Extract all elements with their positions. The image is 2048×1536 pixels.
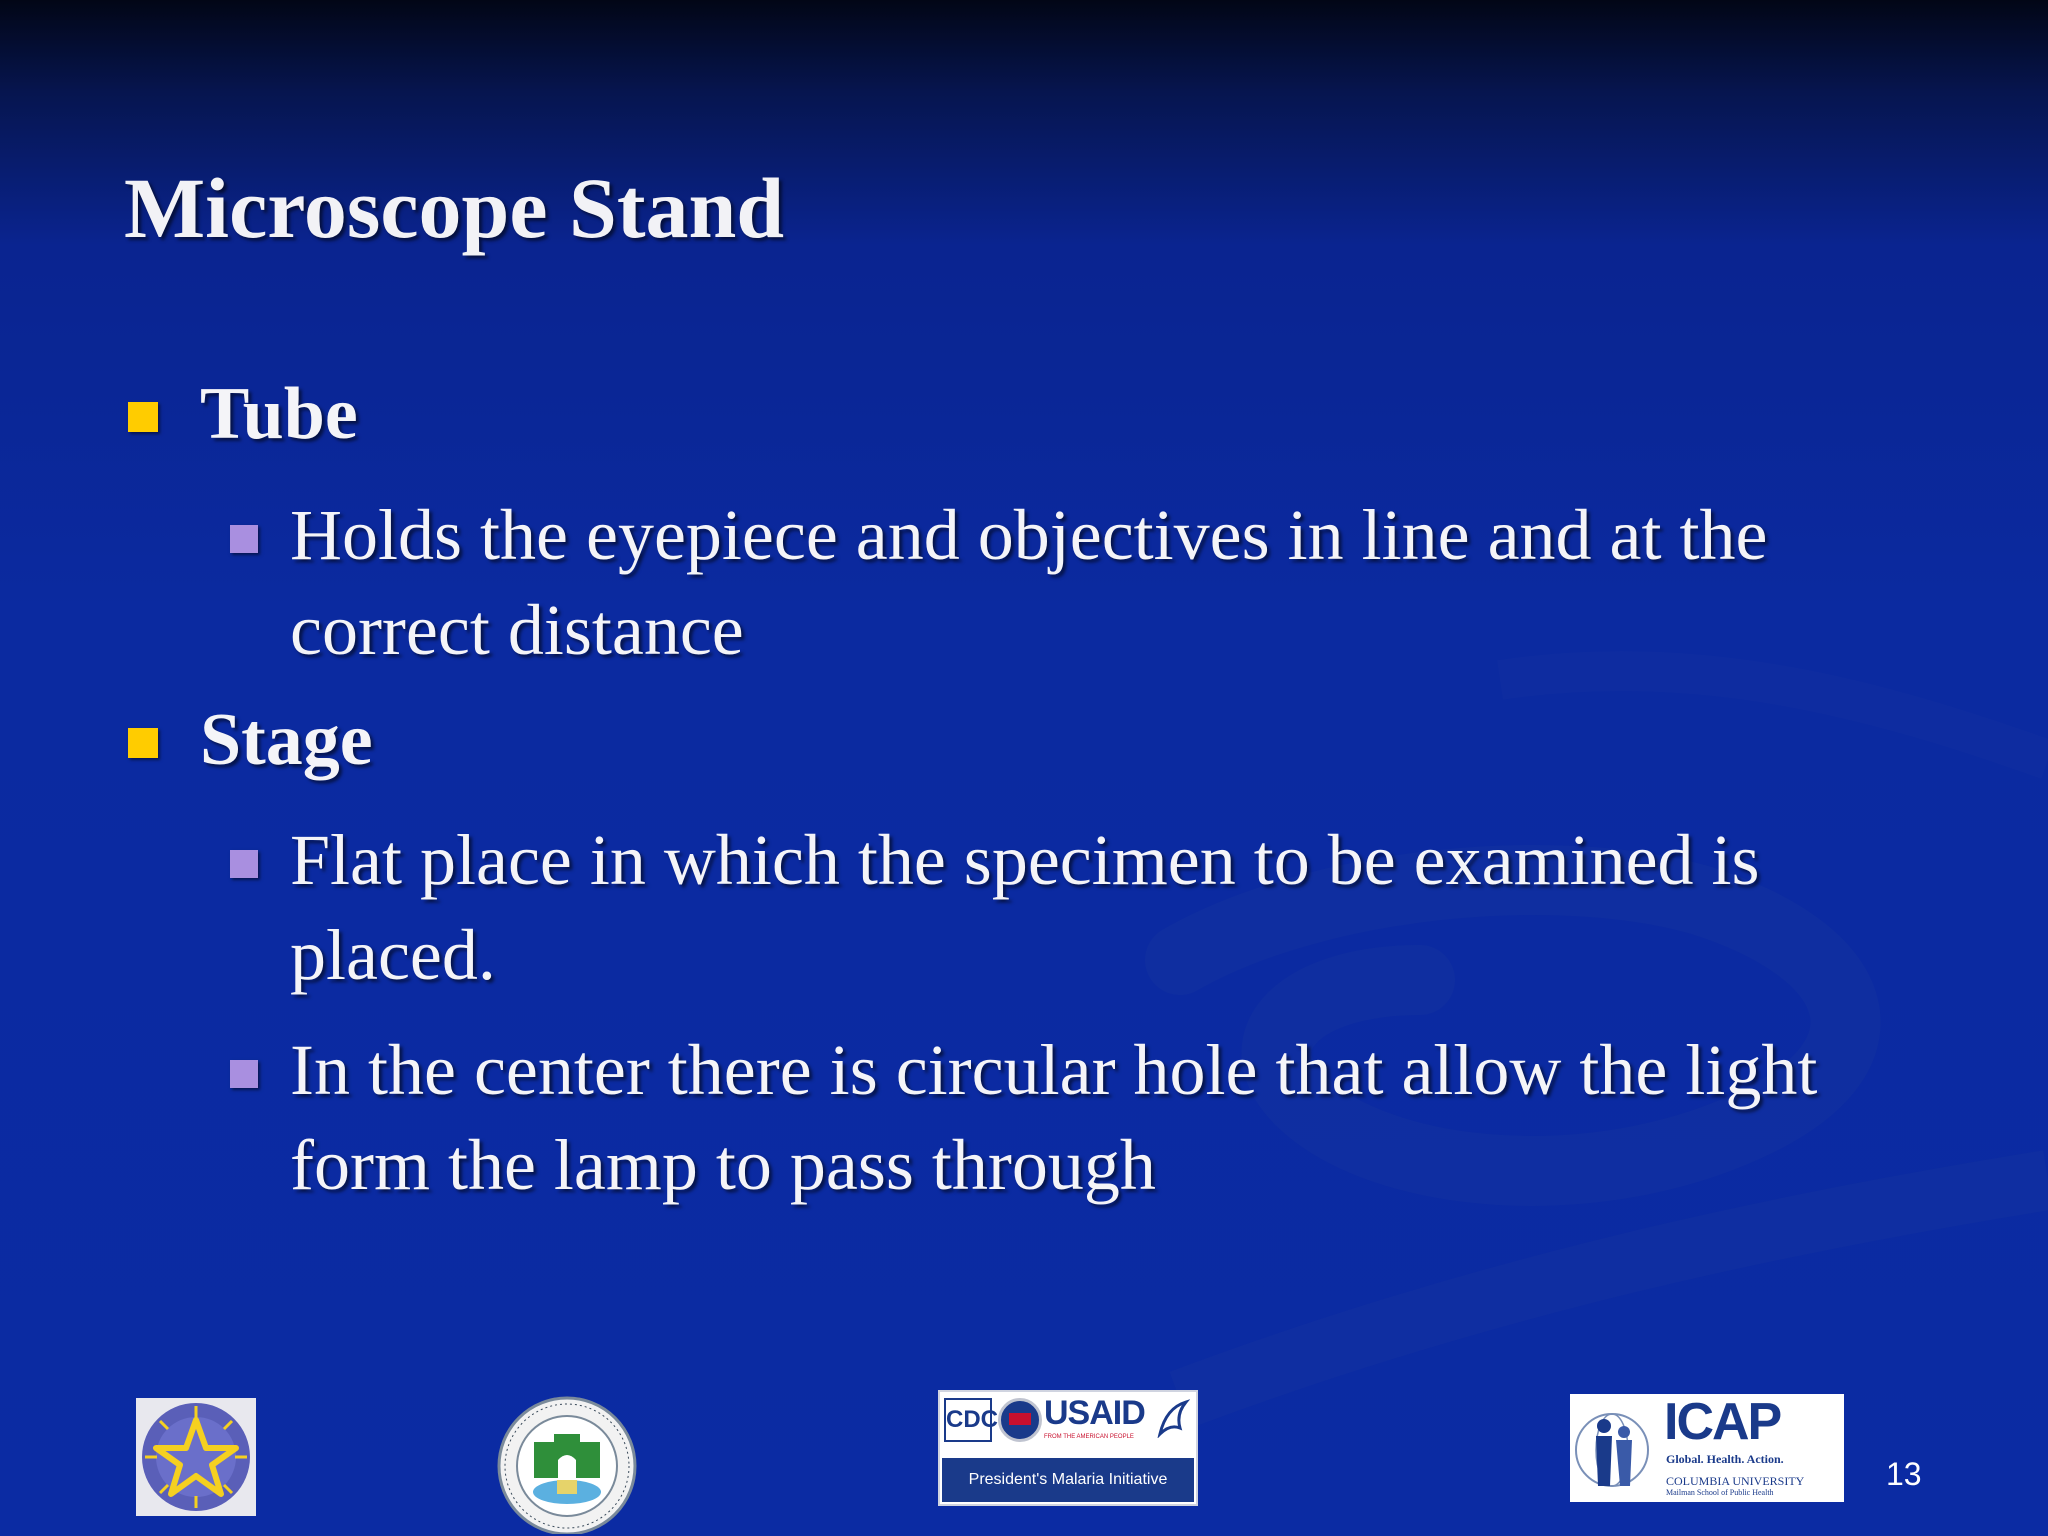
icap-wordmark: ICAP bbox=[1664, 1393, 1781, 1451]
usaid-seal-icon bbox=[998, 1398, 1042, 1442]
square-bullet-icon bbox=[230, 1060, 258, 1088]
sub-bullet bbox=[290, 1023, 1910, 1213]
square-bullet-icon bbox=[230, 525, 258, 553]
sub-bullet-text: Holds the eyepiece and objectives in line and at the correct distance bbox=[290, 495, 1768, 670]
institute-seal-logo bbox=[494, 1394, 640, 1534]
icap-figures-icon bbox=[1574, 1400, 1658, 1498]
cdc-usaid-pmi-logo bbox=[938, 1390, 1198, 1506]
usaid-wordmark bbox=[1044, 1394, 1145, 1433]
icap-school: Mailman School of Public Health bbox=[1666, 1488, 1774, 1497]
icap-university: COLUMBIA UNIVERSITY bbox=[1666, 1474, 1805, 1488]
slide-title: Microscope Stand bbox=[124, 160, 785, 256]
square-bullet-icon bbox=[128, 402, 158, 432]
cdc-mark: CDC bbox=[944, 1398, 992, 1442]
square-bullet-icon bbox=[230, 850, 258, 878]
sub-bullet bbox=[290, 488, 1910, 678]
bullet-stage bbox=[200, 698, 373, 783]
bullet-tube bbox=[200, 372, 358, 457]
sub-bullet-text: Flat place in which the specimen to be examined is placed. bbox=[290, 820, 1760, 995]
pmi-banner: President's Malaria Initiative bbox=[942, 1458, 1194, 1502]
sub-bullet-text: In the center there is circular hole that allow the light form the lamp to pass through bbox=[290, 1030, 1818, 1205]
square-bullet-icon bbox=[128, 728, 158, 758]
usaid-tagline: FROM THE AMERICAN PEOPLE bbox=[1044, 1434, 1134, 1440]
icap-logo bbox=[1570, 1394, 1844, 1502]
hhs-eagle-icon bbox=[1156, 1398, 1190, 1438]
usaid-text: USAID bbox=[1044, 1394, 1145, 1432]
bullet-label: Stage bbox=[200, 699, 373, 781]
slide-number: 13 bbox=[1886, 1456, 1922, 1492]
icap-tagline: Global. Health. Action. bbox=[1666, 1452, 1784, 1466]
bullet-label: Tube bbox=[200, 373, 358, 455]
sub-bullet bbox=[290, 813, 1910, 1003]
ethiopia-emblem-logo bbox=[136, 1398, 256, 1516]
